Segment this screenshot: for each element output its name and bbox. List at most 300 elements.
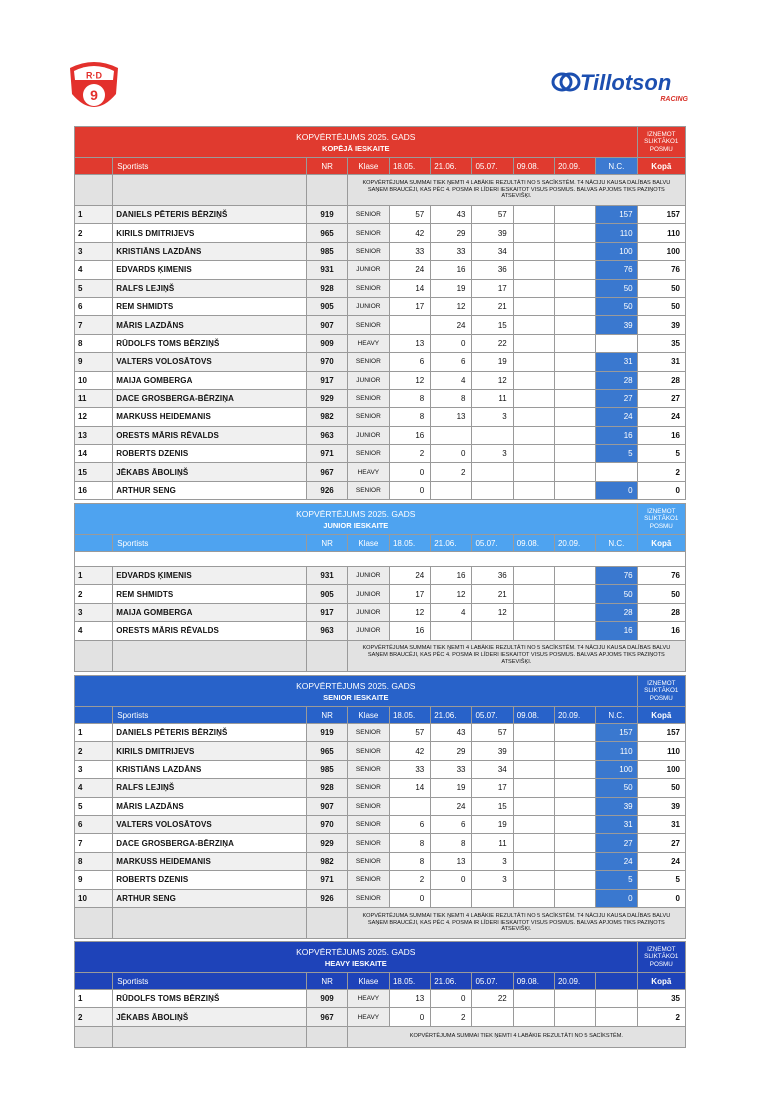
driver-name: JĒKABS ĀBOLIŅŠ [113, 463, 307, 481]
race-result: 16 [389, 426, 430, 444]
kart-number: 931 [307, 261, 347, 279]
race-result [554, 224, 595, 242]
race-result: 12 [472, 603, 513, 621]
table-row [75, 779, 686, 797]
driver-name: KIRILS DMITRIJEVS [113, 224, 307, 242]
note-spacer [75, 907, 113, 938]
rd-racing-logo [66, 58, 122, 116]
race-result: 22 [472, 990, 513, 1008]
race-result [554, 408, 595, 426]
race-result [513, 389, 554, 407]
race-result: 17 [389, 297, 430, 315]
header-blank [75, 535, 113, 552]
race-result [513, 603, 554, 621]
driver-name: JĒKABS ĀBOLIŅŠ [113, 1008, 307, 1026]
nc-value: 39 [596, 797, 637, 815]
class-cell: JUNIOR [347, 297, 389, 315]
nc-value: 24 [596, 408, 637, 426]
driver-name: KIRILS DMITRIJEVS [113, 742, 307, 760]
race-result: 6 [389, 815, 430, 833]
table-row [75, 622, 686, 640]
nc-value: 50 [596, 297, 637, 315]
race-result [513, 1008, 554, 1026]
rank-cell: 3 [75, 242, 113, 260]
nc-value: 31 [596, 353, 637, 371]
rank-cell: 1 [75, 990, 113, 1008]
race-result [554, 889, 595, 907]
race-result: 0 [389, 463, 430, 481]
header-nr: NR [307, 158, 347, 175]
kart-number: 917 [307, 371, 347, 389]
kart-number: 971 [307, 871, 347, 889]
race-result: 8 [389, 389, 430, 407]
header-nc: N.C. [596, 535, 637, 552]
kart-number: 928 [307, 279, 347, 297]
race-result: 2 [431, 1008, 472, 1026]
race-result: 57 [389, 724, 430, 742]
driver-name: VALTERS VOLOSĀTOVS [113, 815, 307, 833]
table-title [75, 676, 638, 707]
race-result [554, 481, 595, 499]
rank-cell: 2 [75, 224, 113, 242]
class-cell: SENIOR [347, 852, 389, 870]
driver-name: DACE GROSBERGA-BĒRZIŅA [113, 389, 307, 407]
driver-name: MĀRIS LAZDĀNS [113, 797, 307, 815]
total-points: 5 [637, 871, 685, 889]
nc-value: 157 [596, 206, 637, 224]
table-row [75, 297, 686, 315]
class-cell: SENIOR [347, 353, 389, 371]
race-result [554, 567, 595, 585]
header-sportists: Sportists [113, 707, 307, 724]
rank-cell: 2 [75, 742, 113, 760]
class-cell: JUNIOR [347, 603, 389, 621]
rank-cell: 4 [75, 261, 113, 279]
table-row [75, 797, 686, 815]
class-cell: SENIOR [347, 389, 389, 407]
standings-table-senior [74, 675, 686, 939]
nc-value [596, 463, 637, 481]
race-result [554, 261, 595, 279]
race-result [554, 779, 595, 797]
kart-number: 907 [307, 797, 347, 815]
table-row [75, 834, 686, 852]
header-date: 21.06. [431, 973, 472, 990]
race-result [513, 206, 554, 224]
race-result [472, 889, 513, 907]
race-result: 2 [389, 445, 430, 463]
total-points: 50 [637, 279, 685, 297]
race-result [513, 316, 554, 334]
kart-number: 926 [307, 889, 347, 907]
drop-worst-note: IZŅEMOT SLIKTĀKO1 POSMU [637, 942, 685, 973]
rank-cell: 5 [75, 797, 113, 815]
total-points: 0 [637, 481, 685, 499]
header-blank [75, 973, 113, 990]
race-result [513, 724, 554, 742]
table-row [75, 481, 686, 499]
header-date: 09.08. [513, 707, 554, 724]
kart-number: 919 [307, 206, 347, 224]
header-nr: NR [307, 973, 347, 990]
driver-name: RALFS LEJIŅŠ [113, 779, 307, 797]
race-result: 43 [431, 206, 472, 224]
nc-value: 28 [596, 603, 637, 621]
rank-cell: 12 [75, 408, 113, 426]
nc-value [596, 990, 637, 1008]
header-nr: NR [307, 707, 347, 724]
table-title-text: KOPVĒRTĒJUMS 2025. GADS [296, 132, 416, 142]
race-result: 43 [431, 724, 472, 742]
race-result: 42 [389, 224, 430, 242]
header-klase: Klase [347, 535, 389, 552]
table-row [75, 353, 686, 371]
race-result [513, 481, 554, 499]
race-result: 33 [389, 760, 430, 778]
rank-cell: 15 [75, 463, 113, 481]
total-points: 110 [637, 224, 685, 242]
race-result [554, 760, 595, 778]
kart-number: 965 [307, 224, 347, 242]
class-cell: SENIOR [347, 279, 389, 297]
rank-cell: 3 [75, 760, 113, 778]
total-points: 39 [637, 797, 685, 815]
total-points: 35 [637, 334, 685, 352]
total-points: 0 [637, 889, 685, 907]
race-result: 0 [431, 871, 472, 889]
race-result: 0 [389, 481, 430, 499]
race-result: 8 [431, 834, 472, 852]
class-cell: SENIOR [347, 742, 389, 760]
rank-cell: 2 [75, 1008, 113, 1026]
total-points: 35 [637, 990, 685, 1008]
header-sportists: Sportists [113, 535, 307, 552]
rules-note: KOPVĒRTĒJUMA SUMMAI TIEK ŅEMTI 4 LABĀKIE REZULTĀTI NO 5 SACĪKSTĒM. [347, 1026, 685, 1047]
table-row [75, 603, 686, 621]
race-result [554, 603, 595, 621]
total-points: 76 [637, 567, 685, 585]
race-result [554, 871, 595, 889]
race-result: 57 [472, 724, 513, 742]
kart-number: 982 [307, 408, 347, 426]
total-points: 157 [637, 724, 685, 742]
driver-name: RALFS LEJIŅŠ [113, 279, 307, 297]
driver-name: DANIELS PĒTERIS BĒRZIŅŠ [113, 206, 307, 224]
race-result: 21 [472, 585, 513, 603]
race-result [513, 990, 554, 1008]
race-result [554, 297, 595, 315]
kart-number: 965 [307, 742, 347, 760]
rules-note: KOPVĒRTĒJUMA SUMMAI TIEK ŅEMTI 4 LABĀKIE REZULTĀTI NO 5 SACĪKSTĒM. T4 NĀCIJU KAUSA DALĪBAS BALVU SAŅEM BRAUCĒJI, KAS PĒC 4. POSMA IR LĪDERI IESKAITOT VISUS POSMUS. BALVAS APJOMS TIKS PAZIŅOTS ATSEVIŠĶI. [347, 907, 685, 938]
nc-value: 157 [596, 724, 637, 742]
rank-cell: 1 [75, 567, 113, 585]
total-points: 24 [637, 852, 685, 870]
race-result [554, 316, 595, 334]
kart-number: 919 [307, 724, 347, 742]
nc-value [596, 334, 637, 352]
race-result [554, 742, 595, 760]
total-points: 110 [637, 742, 685, 760]
nc-value: 31 [596, 815, 637, 833]
total-points: 28 [637, 371, 685, 389]
total-points: 5 [637, 445, 685, 463]
header-date: 05.07. [472, 535, 513, 552]
table-row [75, 871, 686, 889]
race-result [554, 1008, 595, 1026]
nc-value: 110 [596, 742, 637, 760]
race-result: 14 [389, 779, 430, 797]
driver-name: MARKUSS HEIDEMANIS [113, 408, 307, 426]
kart-number: 905 [307, 297, 347, 315]
header-date: 09.08. [513, 535, 554, 552]
header-date: 18.05. [389, 707, 430, 724]
race-result [513, 242, 554, 260]
race-result [431, 622, 472, 640]
nc-value: 100 [596, 242, 637, 260]
driver-name: MĀRIS LAZDĀNS [113, 316, 307, 334]
race-result: 17 [472, 279, 513, 297]
race-result: 17 [389, 585, 430, 603]
table-row [75, 316, 686, 334]
note-spacer [307, 640, 347, 671]
drop-worst-note: IZŅEMOT SLIKTĀKO1 POSMU [637, 127, 685, 158]
header-kopa: Kopā [637, 707, 685, 724]
class-cell: SENIOR [347, 206, 389, 224]
rank-cell: 10 [75, 889, 113, 907]
nc-value: 16 [596, 426, 637, 444]
header-blank [75, 707, 113, 724]
class-cell: JUNIOR [347, 426, 389, 444]
race-result: 57 [389, 206, 430, 224]
header-date: 21.06. [431, 535, 472, 552]
nc-value: 0 [596, 889, 637, 907]
class-cell: SENIOR [347, 242, 389, 260]
race-result: 33 [431, 760, 472, 778]
race-result: 0 [431, 334, 472, 352]
race-result: 3 [472, 445, 513, 463]
total-points: 100 [637, 242, 685, 260]
table-row [75, 567, 686, 585]
note-spacer [113, 640, 307, 671]
race-result [513, 279, 554, 297]
class-cell: SENIOR [347, 779, 389, 797]
race-result [513, 889, 554, 907]
header-date: 21.06. [431, 158, 472, 175]
class-cell: HEAVY [347, 1008, 389, 1026]
race-result: 34 [472, 760, 513, 778]
table-row [75, 445, 686, 463]
kart-number: 905 [307, 585, 347, 603]
race-result: 24 [431, 316, 472, 334]
total-points: 27 [637, 834, 685, 852]
tillotson-logo [550, 68, 692, 104]
class-cell: JUNIOR [347, 585, 389, 603]
race-result: 3 [472, 408, 513, 426]
rank-cell: 8 [75, 852, 113, 870]
header-date: 05.07. [472, 707, 513, 724]
kart-number: 909 [307, 334, 347, 352]
driver-name: REM SHMIDTS [113, 297, 307, 315]
nc-value: 76 [596, 567, 637, 585]
header-date: 20.09. [554, 973, 595, 990]
class-cell: HEAVY [347, 990, 389, 1008]
race-result [554, 426, 595, 444]
driver-name: ROBERTS DZENIS [113, 871, 307, 889]
race-result [554, 463, 595, 481]
svg-text:Tillotson: Tillotson [580, 70, 672, 95]
race-result [554, 585, 595, 603]
kart-number: 928 [307, 779, 347, 797]
race-result [513, 742, 554, 760]
rank-cell: 13 [75, 426, 113, 444]
total-points: 39 [637, 316, 685, 334]
note-spacer [75, 1026, 113, 1047]
header-blank [75, 158, 113, 175]
race-result [513, 567, 554, 585]
standings-table-heavy [74, 941, 686, 1048]
nc-value: 100 [596, 760, 637, 778]
race-result: 12 [431, 585, 472, 603]
race-result [513, 779, 554, 797]
nc-value: 0 [596, 481, 637, 499]
table-row [75, 742, 686, 760]
header-kopa: Kopā [637, 158, 685, 175]
race-result [513, 445, 554, 463]
table-title-text: KOPVĒRTĒJUMS 2025. GADS [296, 681, 416, 691]
race-result: 57 [472, 206, 513, 224]
kart-number: 970 [307, 353, 347, 371]
driver-name: ORESTS MĀRIS RĒVALDS [113, 622, 307, 640]
race-result: 3 [472, 852, 513, 870]
class-cell: SENIOR [347, 481, 389, 499]
race-result: 19 [472, 353, 513, 371]
race-result: 39 [472, 742, 513, 760]
race-result: 0 [431, 445, 472, 463]
race-result: 13 [431, 408, 472, 426]
driver-name: KRISTIĀNS LAZDĀNS [113, 760, 307, 778]
race-result [513, 585, 554, 603]
total-points: 31 [637, 353, 685, 371]
rank-cell: 10 [75, 371, 113, 389]
race-result: 2 [389, 871, 430, 889]
race-result: 0 [389, 889, 430, 907]
race-result [513, 408, 554, 426]
rank-cell: 3 [75, 603, 113, 621]
header-date: 18.05. [389, 535, 430, 552]
race-result [472, 622, 513, 640]
header-sportists: Sportists [113, 158, 307, 175]
race-result [554, 797, 595, 815]
driver-name: EDVARDS ĶIMENIS [113, 261, 307, 279]
race-result: 6 [389, 353, 430, 371]
race-result: 36 [472, 567, 513, 585]
class-cell: HEAVY [347, 463, 389, 481]
kart-number: 907 [307, 316, 347, 334]
table-subtitle: HEAVY IESKAITE [324, 959, 387, 968]
svg-text:R·D: R·D [86, 70, 102, 81]
race-result: 8 [431, 389, 472, 407]
race-result: 12 [472, 371, 513, 389]
race-result: 29 [431, 224, 472, 242]
kart-number: 970 [307, 815, 347, 833]
race-result [554, 724, 595, 742]
total-points: 50 [637, 297, 685, 315]
race-result: 11 [472, 834, 513, 852]
header-date: 09.08. [513, 973, 554, 990]
rank-cell: 11 [75, 389, 113, 407]
total-points: 2 [637, 1008, 685, 1026]
kart-number: 985 [307, 242, 347, 260]
race-result [554, 852, 595, 870]
class-cell: SENIOR [347, 889, 389, 907]
race-result: 34 [472, 242, 513, 260]
header-klase: Klase [347, 973, 389, 990]
class-cell: SENIOR [347, 408, 389, 426]
class-cell: JUNIOR [347, 622, 389, 640]
driver-name: ARTHUR SENG [113, 481, 307, 499]
race-result [389, 797, 430, 815]
total-points: 50 [637, 585, 685, 603]
header-kopa: Kopā [637, 535, 685, 552]
race-result: 33 [389, 242, 430, 260]
svg-text:9: 9 [90, 87, 98, 103]
race-result: 12 [431, 297, 472, 315]
total-points: 76 [637, 261, 685, 279]
header-date: 20.09. [554, 535, 595, 552]
table-row [75, 371, 686, 389]
kart-number: 982 [307, 852, 347, 870]
race-result [513, 426, 554, 444]
nc-value: 110 [596, 224, 637, 242]
note-spacer [113, 175, 307, 206]
class-cell: SENIOR [347, 445, 389, 463]
race-result: 2 [431, 463, 472, 481]
race-result [472, 481, 513, 499]
driver-name: DANIELS PĒTERIS BĒRZIŅŠ [113, 724, 307, 742]
driver-name: RŪDOLFS TOMS BĒRZIŅŠ [113, 334, 307, 352]
race-result [431, 889, 472, 907]
header-klase: Klase [347, 158, 389, 175]
driver-name: ARTHUR SENG [113, 889, 307, 907]
kart-number: 931 [307, 567, 347, 585]
race-result [554, 371, 595, 389]
kart-number: 967 [307, 1008, 347, 1026]
driver-name: MAIJA GOMBERGA [113, 371, 307, 389]
rank-cell: 4 [75, 779, 113, 797]
race-result [554, 279, 595, 297]
race-result: 19 [472, 815, 513, 833]
race-result: 8 [389, 834, 430, 852]
race-result [513, 834, 554, 852]
race-result [513, 334, 554, 352]
table-subtitle: SENIOR IESKAITE [323, 693, 389, 702]
table-row [75, 760, 686, 778]
race-result: 11 [472, 389, 513, 407]
race-result [513, 797, 554, 815]
rank-cell: 1 [75, 206, 113, 224]
driver-name: VALTERS VOLOSĀTOVS [113, 353, 307, 371]
race-result: 6 [431, 815, 472, 833]
nc-value: 5 [596, 871, 637, 889]
nc-value: 27 [596, 834, 637, 852]
race-result [554, 622, 595, 640]
driver-name: ROBERTS DZENIS [113, 445, 307, 463]
nc-value: 50 [596, 585, 637, 603]
rank-cell: 9 [75, 353, 113, 371]
header-klase: Klase [347, 707, 389, 724]
kart-number: 985 [307, 760, 347, 778]
race-result: 4 [431, 371, 472, 389]
